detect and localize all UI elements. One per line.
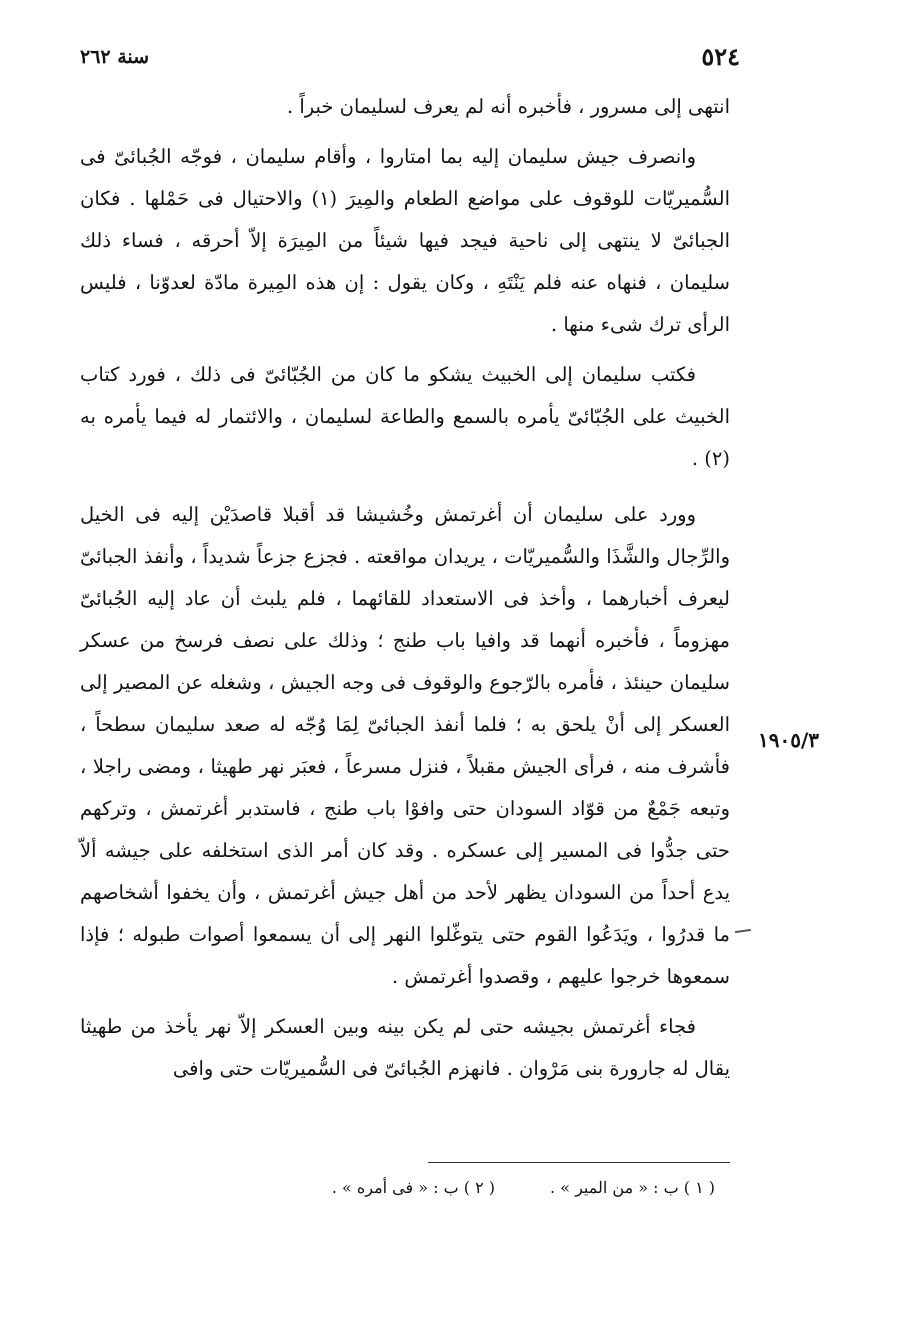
- margin-tick-mark: [735, 929, 751, 933]
- paragraph-3: فكتب سليمان إلى الخبيث يشكو ما كان من الجُبّائىّ فى ذلك ، فورد كتاب الخبيث على الجُبّائىّ يأمره بالسمع والطاعة لسليمان ، والائتمار له فيما يأمره به (٢) .: [80, 363, 730, 470]
- paragraph-5: فجاء أغرتمش بجيشه حتى لم يكن بينه وبين العسكر إلاّ نهر يأخذ من طهيثا يقال له جارورة بنى مَرْوان . فانهزم الجُبائىّ فى السُّميريّات حتى وافى: [80, 1015, 730, 1080]
- running-head: سنة ٢٦٢: [80, 46, 150, 68]
- paragraph-2: وانصرف جيش سليمان إليه بما امتاروا ، وأقام سليمان ، فوجّه الجُبائىّ فى السُّميريّات للوقوف على مواضع الطعام والمِيرَ (١) والاحتيال فى حَمْلها . فكان الجبائىّ لا ينتهى إلى ناحية فيجد فيها شيئاً من المِيرَة إلاّ أحرقه ، فساء ذلك سليمان ، فنهاه عنه فلم يَنْتَهِ ، وكان يقول : إن هذه المِيرة مادّة لعدوّنا ، فليس الرأى ترك شىء منها .: [80, 145, 730, 336]
- page-number: ٥٢٤: [701, 42, 740, 71]
- footnote-1: ( ١ ) ب : « من المير » .: [550, 1178, 715, 1197]
- page-header: [70, 42, 740, 76]
- margin-note: ١٩٠٥/٣: [758, 728, 820, 752]
- paragraph-1: انتهى إلى مسرور ، فأخبره أنه لم يعرف لسليمان خبراً .: [286, 95, 730, 118]
- paragraph-4: وورد على سليمان أن أغرتمش وخُشيشا قد أقبلا قاصدَيْن إليه فى الخيل والرِّجال والشَّذَا والسُّميريّات ، يريدان مواقعته . فجزع جزعاً شديداً ، وأنفذ الجبائىّ ليعرف أخبارهما ، وأخذ فى الاستعداد للقائهما ، فلم يلبث أن عاد إليه الجُبائىّ مهزوماً ، فأخبره أنهما قد وافيا باب طنج ؛ وذلك على نصف فرسخ من عسكر سليمان حينئذ ، فأمره بالرّجوع والوقوف فى وجه الجيش ، وشغله عن المصير إلى العسكر إلى أنْ يلحق به ؛ فلما أنفذ الجبائىّ لِمَا وُجّه له صعد سليمان سطحاً ، فأشرف منه ، فرأى الجيش مقبلاً ، فنزل مسرعاً ، فعبَر نهر طهيثا ، ومضى راجلا ، وتبعه جَمْعٌ من قوّاد السودان حتى وافوْا باب طنج ، فاستدبر أغرتمش ، وتركهم حتى جدُّوا فى المسير إلى عسكره . وقد كان أمر الذى استخلفه على جيشه ألاّ يدع أحداً من السودان يظهر لأحد من أهل جيش أغرتمش ، وأن يخفوا أشخاصهم ما قدرُوا ، ويَدَعُوا القوم حتى يتوغّلوا النهر إلى أن يسمعوا أصوات طبوله ؛ فإذا سمعوها خرجوا عليهم ، وقصدوا أغرتمش .: [80, 503, 730, 988]
- footnotes: [215, 1178, 715, 1208]
- footnote-2: ( ٢ ) ب : « فى أمره » .: [331, 1178, 495, 1197]
- footnote-divider: [428, 1162, 730, 1163]
- body-text: [80, 86, 730, 1090]
